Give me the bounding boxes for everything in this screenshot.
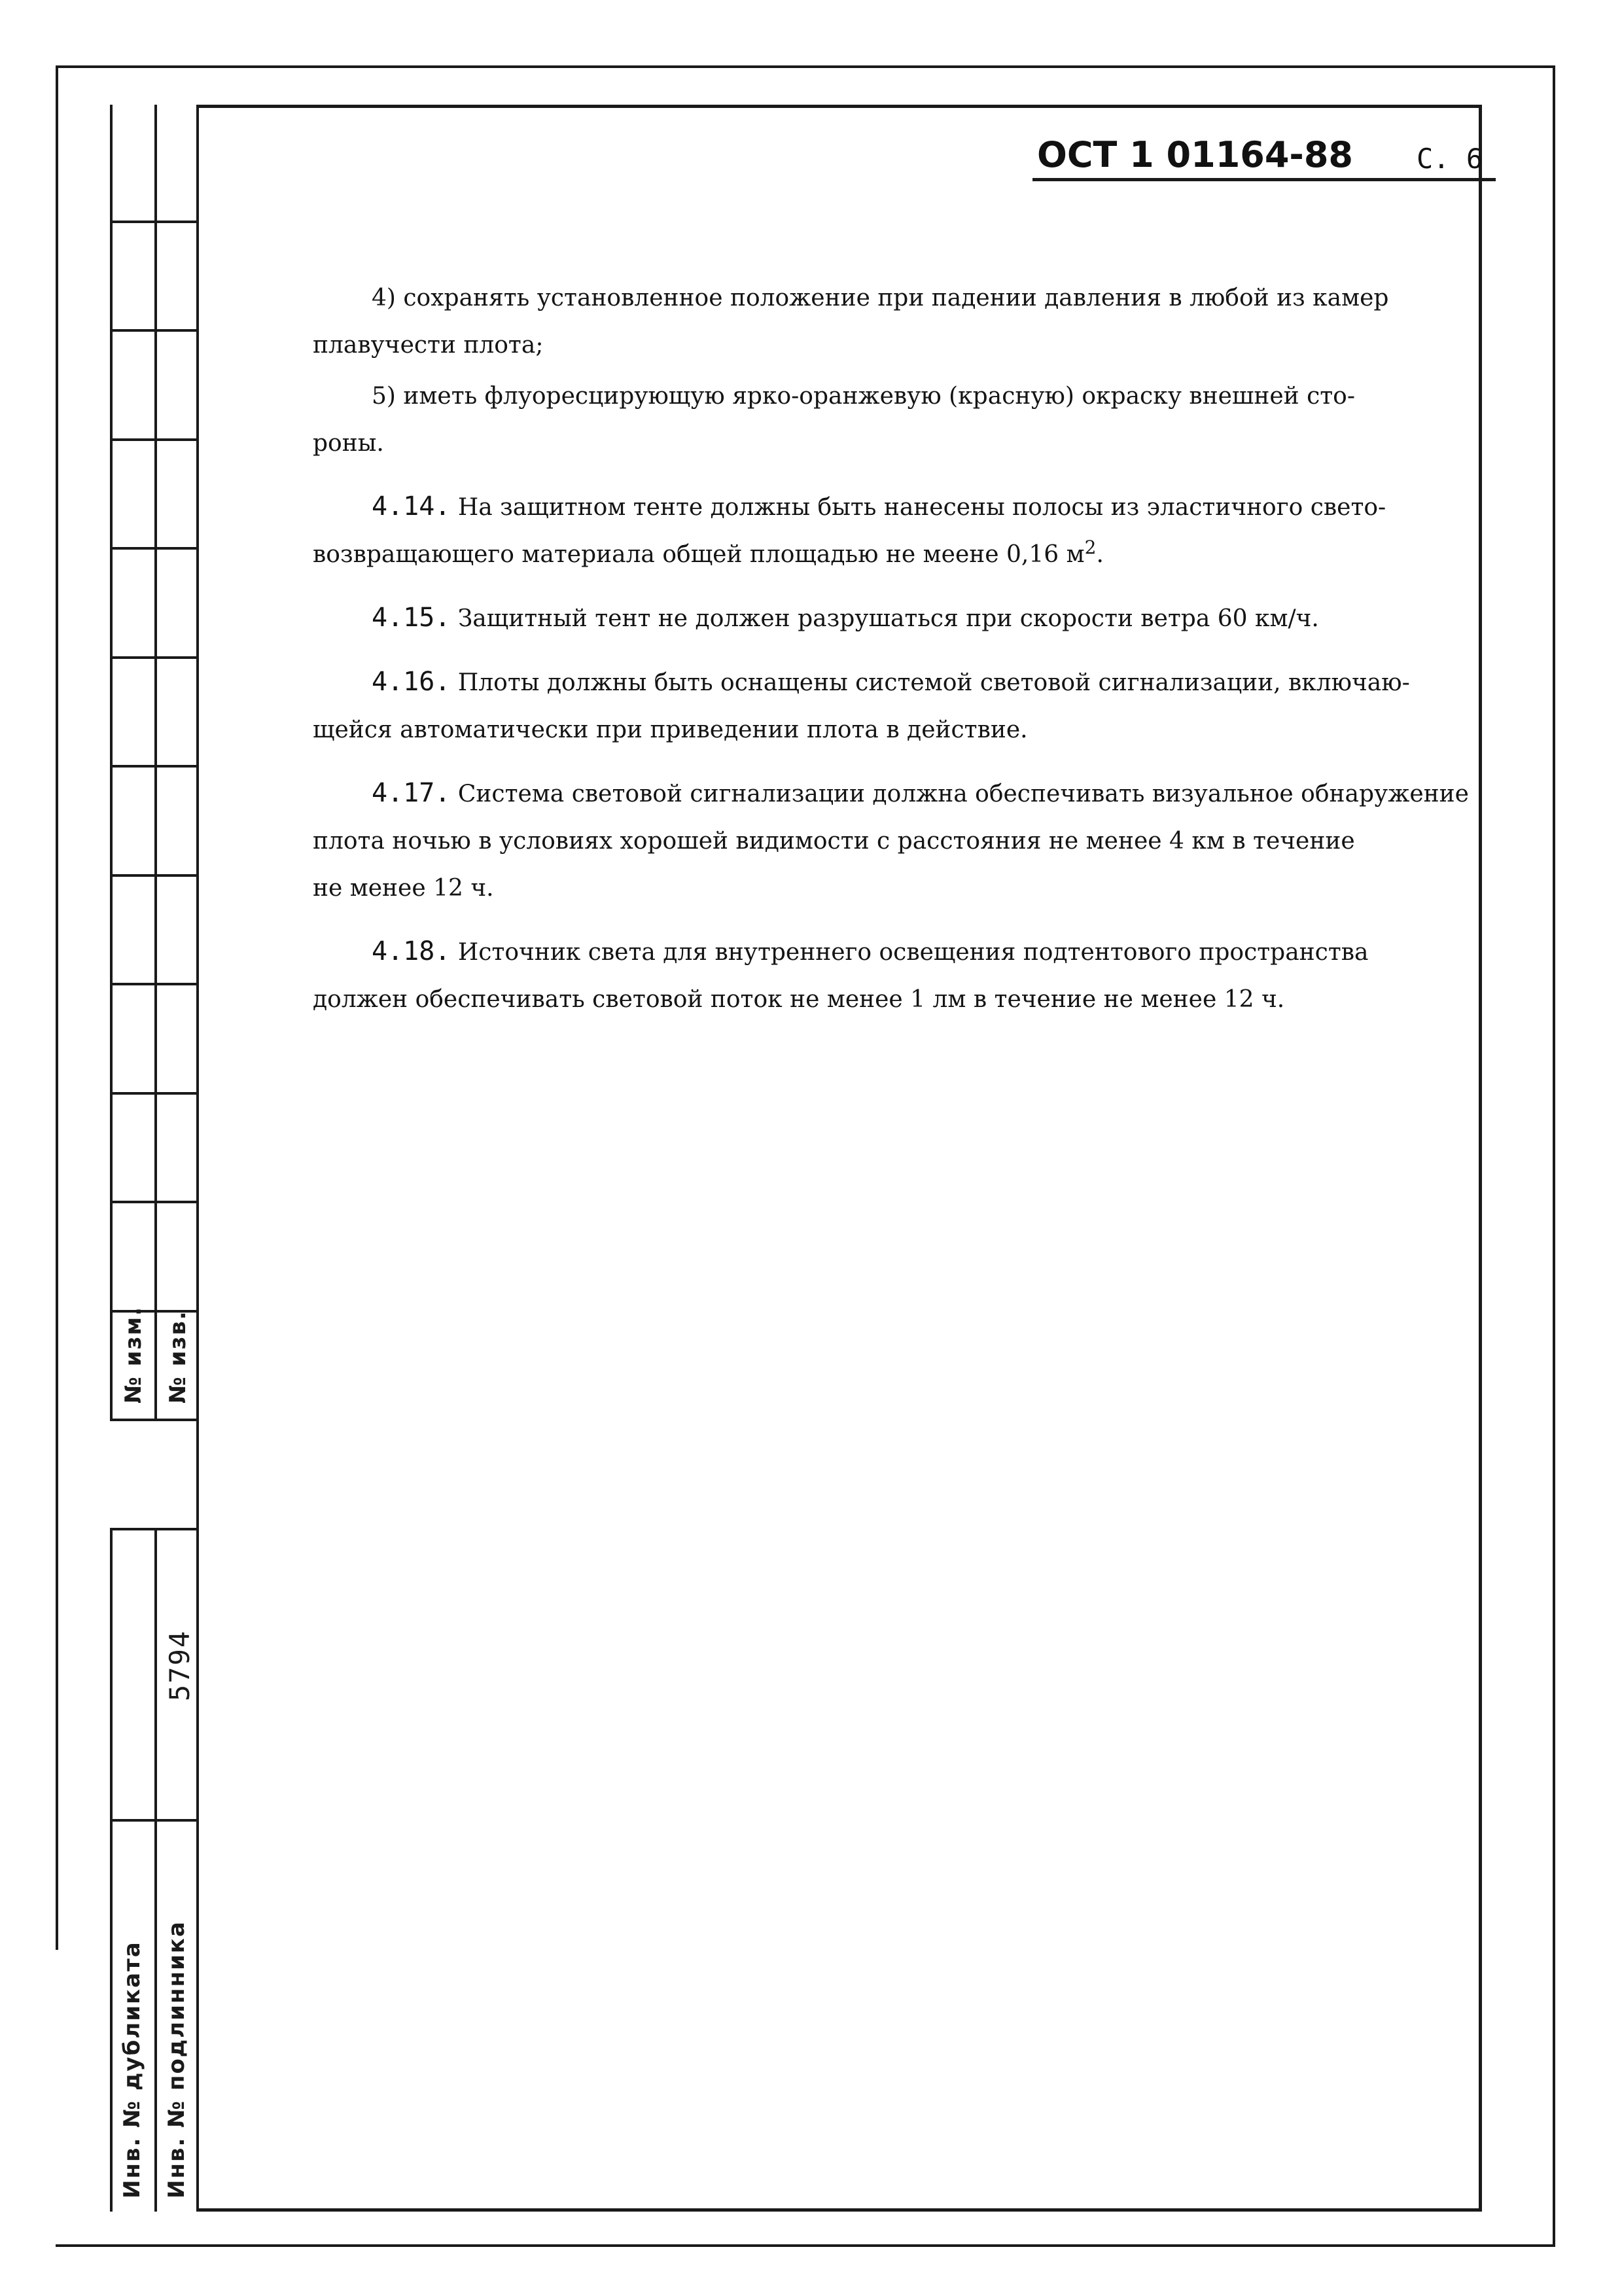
paragraph-4-16 [313, 658, 1484, 754]
sheet-top-line [56, 65, 1555, 68]
paragraph-item-4 [313, 275, 1484, 369]
document-body [313, 275, 1484, 1027]
sheet-left-line [56, 65, 58, 1950]
header-underline [1032, 178, 1496, 181]
stamp-tick [110, 1419, 199, 1421]
sheet-right-line [1553, 65, 1555, 2244]
superscript: 2 [1084, 537, 1097, 558]
paragraph-line: Защитный тент не должен разрушаться при скорости ветра 60 км/ч. [457, 605, 1319, 632]
stamp-tick [110, 1201, 199, 1203]
page-number: С. 6 [1417, 143, 1483, 175]
stamp-tick [110, 874, 199, 877]
clause-number: 4.16. [372, 667, 451, 697]
stamp-duplicate-label: Инв. № дубликата [119, 1941, 145, 2199]
stamp-izv-label: № изв. [165, 1310, 191, 1404]
paragraph-item-5 [313, 373, 1484, 467]
document-code: ОСТ 1 01164-88 [1037, 134, 1353, 175]
stamp-tick [110, 1092, 199, 1095]
stamp-tick [110, 656, 199, 659]
stamp-tick [110, 1819, 199, 1822]
sheet-bottom-line [56, 2244, 1555, 2247]
paragraph-end: . [1096, 541, 1104, 568]
stamp-original-label: Инв. № подлинника [164, 1920, 190, 2199]
stamp-upper-col-2 [154, 105, 200, 1420]
paragraph-line: 5) иметь флуоресцирующую ярко-оранжевую (красную) окраску внешней сто- [372, 383, 1356, 410]
clause-number: 4.17. [372, 778, 451, 808]
clause-number: 4.18. [372, 936, 451, 966]
stamp-tick [110, 983, 199, 985]
paragraph-line: Источник света для внутреннего освещения подтентового пространства [457, 939, 1369, 966]
stamp-tick [110, 221, 199, 223]
clause-number: 4.15. [372, 603, 451, 633]
stamp-tick [110, 547, 199, 550]
paragraph-line: плавучести плота; [313, 332, 544, 359]
stamp-tick [110, 438, 199, 441]
paragraph-4-18 [313, 928, 1484, 1023]
paragraph-4-15 [313, 594, 1484, 643]
stamp-tick [110, 1528, 199, 1530]
paragraph-line: 4) сохранять установленное положение при падении давления в любой из камер [372, 285, 1389, 311]
paragraph-line: возвращающего материала общей площадью не меене 0,16 м [313, 541, 1085, 568]
paragraph-4-14 [313, 483, 1484, 578]
paragraph-line: Плоты должны быть оснащены системой световой сигнализации, включаю- [457, 669, 1410, 696]
stamp-izm-label: № изм. [120, 1305, 147, 1404]
stamp-tick [110, 329, 199, 332]
paragraph-line: На защитном тенте должны быть нанесены полосы из эластичного свето- [457, 494, 1386, 521]
paragraph-line: не менее 12 ч. [313, 875, 494, 902]
paragraph-line: плота ночью в условиях хорошей видимости с расстояния не менее 4 км в течение [313, 828, 1355, 855]
paragraph-4-17 [313, 769, 1484, 912]
paragraph-line: Система световой сигнализации должна обеспечивать визуальное обнаружение [457, 781, 1469, 807]
stamp-original-number: 5794 [164, 1629, 196, 1701]
paragraph-line: роны. [313, 430, 384, 457]
paragraph-line: щейся автоматически при приведении плота в действие. [313, 716, 1028, 743]
stamp-tick [110, 765, 199, 768]
paragraph-line: должен обеспечивать световой поток не менее 1 лм в течение не менее 12 ч. [313, 986, 1285, 1013]
stamp-upper-col-1 [110, 105, 156, 1420]
clause-number: 4.14. [372, 491, 451, 521]
